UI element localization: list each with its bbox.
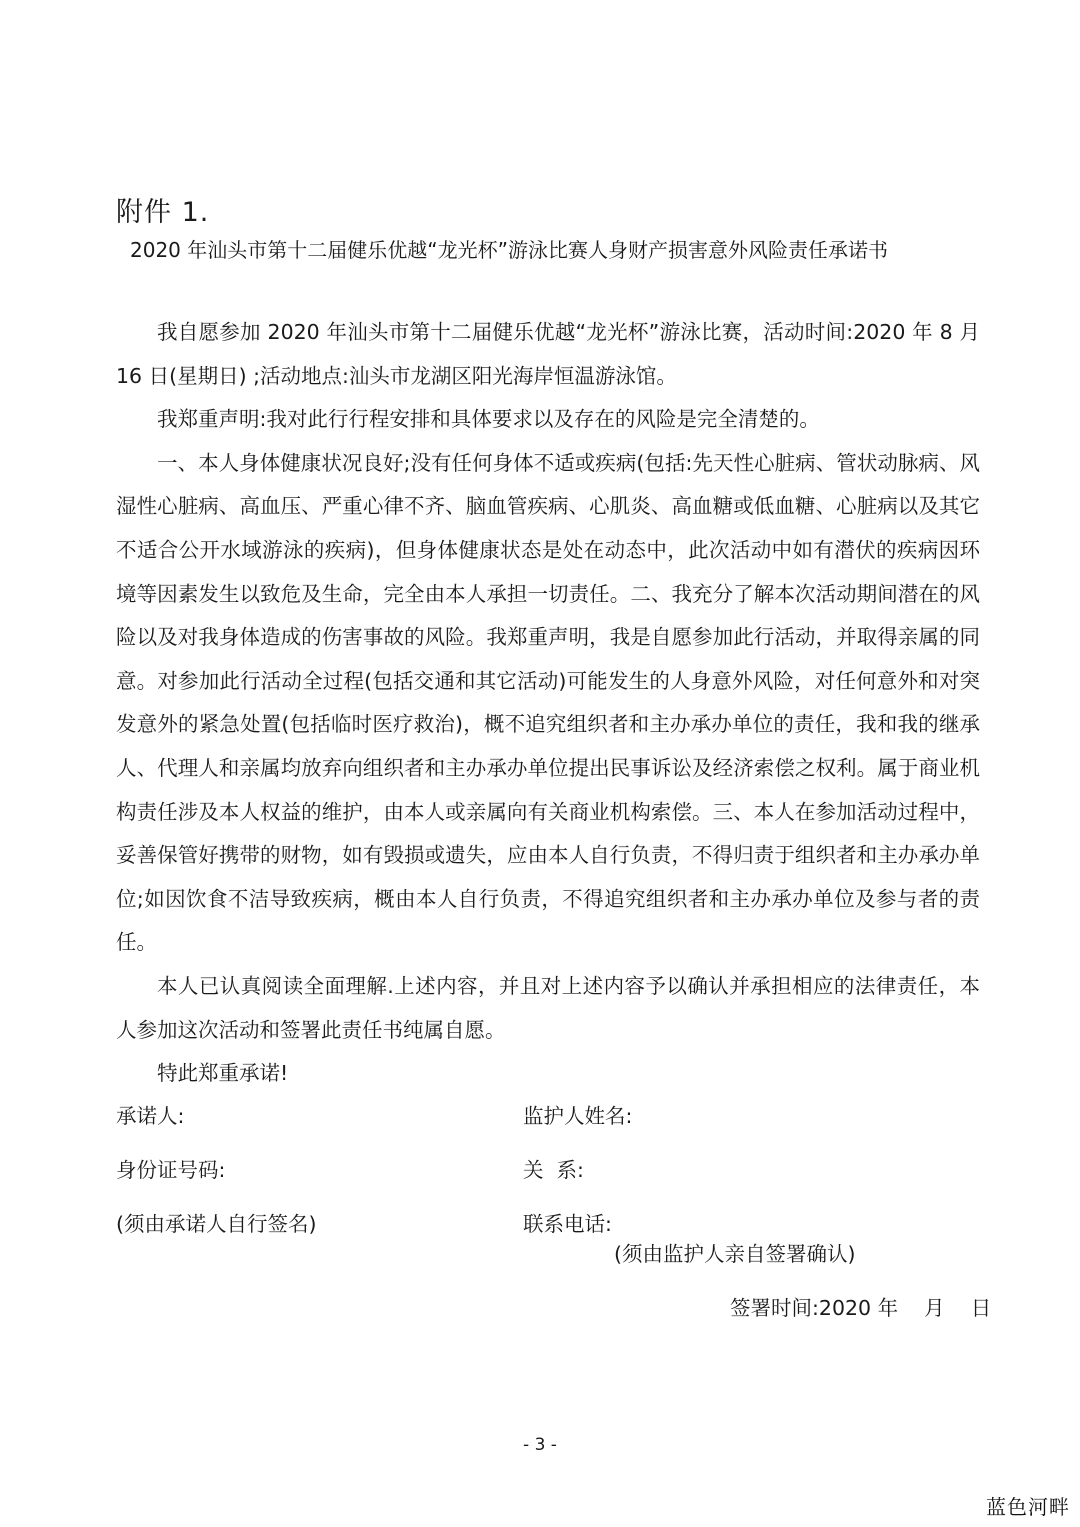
page-number: - 3 -: [523, 1435, 557, 1455]
paragraph-terms: 一、本人身体健康状况良好;没有任何身体不适或疾病(包括:先天性心脏病、管状动脉病、风湿性心脏病、高血压、严重心律不齐、脑血管疾病、心肌炎、高血糖或低血糖、心脏病以及其它不适合公开水域游泳的疾病)，但身体健康状态是处在动态中，此次活动中如有潜伏的疾病因环境等因素发生以致危及生命，完全由本人承担一切责任。二、我充分了解本次活动期间潜在的风险以及对我身体造成的伤害事故的风险。我郑重声明，我是自愿参加此行活动，并取得亲属的同意。对参加此行活动全过程(包括交通和其它活动)可能发生的人身意外风险，对任何意外和对突发意外的紧急处置(包括临时医疗救治)，概不追究组织者和主办承办单位的责任，我和我的继承人、代理人和亲属均放弃向组织者和主办承办单位提出民事诉讼及经济索偿之权利。属于商业机构责任涉及本人权益的维护，由本人或亲属向有关商业机构索偿。三、本人在参加活动过程中，妥善保管好携带的财物，如有毁损或遗失，应由本人自行负责，不得归责于组织者和主办承办单位;如因饮食不洁导致疾病，概由本人自行负责，不得追究组织者和主办承办单位及参与者的责任。: [116, 450, 980, 955]
promisor-label: 承诺人:: [116, 1104, 185, 1128]
paragraph-participation: 我自愿参加 2020 年汕头市第十二届健乐优越“龙光杯”游泳比赛，活动时间:2020 年 8 月 16 日(星期日) ;活动地点:汕头市龙湖区阳光海岸恒温游泳馆。: [116, 320, 980, 388]
contact-phone-label: 联系电话:: [523, 1212, 612, 1236]
self-sign-note: (须由承诺人自行签名): [116, 1212, 317, 1236]
guardian-sign-note: (须由监护人亲自签署确认): [614, 1242, 856, 1266]
watermark-text: 蓝色河畔: [986, 1495, 1070, 1519]
paragraph-confirmation: 本人已认真阅读全面理解.上述内容，并且对上述内容予以确认并承担相应的法律责任，本人参加这次活动和签署此责任书纯属自愿。: [116, 973, 980, 1042]
relation-label: 关 系:: [523, 1158, 584, 1182]
attachment-label: 附件 1.: [116, 197, 210, 228]
guardian-name-label: 监护人姓名:: [523, 1104, 633, 1128]
document-title: 2020 年汕头市第十二届健乐优越“龙光杯”游泳比赛人身财产损害意外风险责任承诺书: [130, 238, 888, 262]
sign-date: 签署时间:2020 年 月 日: [730, 1296, 992, 1320]
paragraph-declaration: 我郑重声明:我对此行行程安排和具体要求以及存在的风险是完全清楚的。: [157, 407, 820, 432]
id-number-label: 身份证号码:: [116, 1158, 226, 1182]
document-body: [116, 311, 980, 1096]
paragraph-pledge: 特此郑重承诺!: [157, 1061, 289, 1086]
